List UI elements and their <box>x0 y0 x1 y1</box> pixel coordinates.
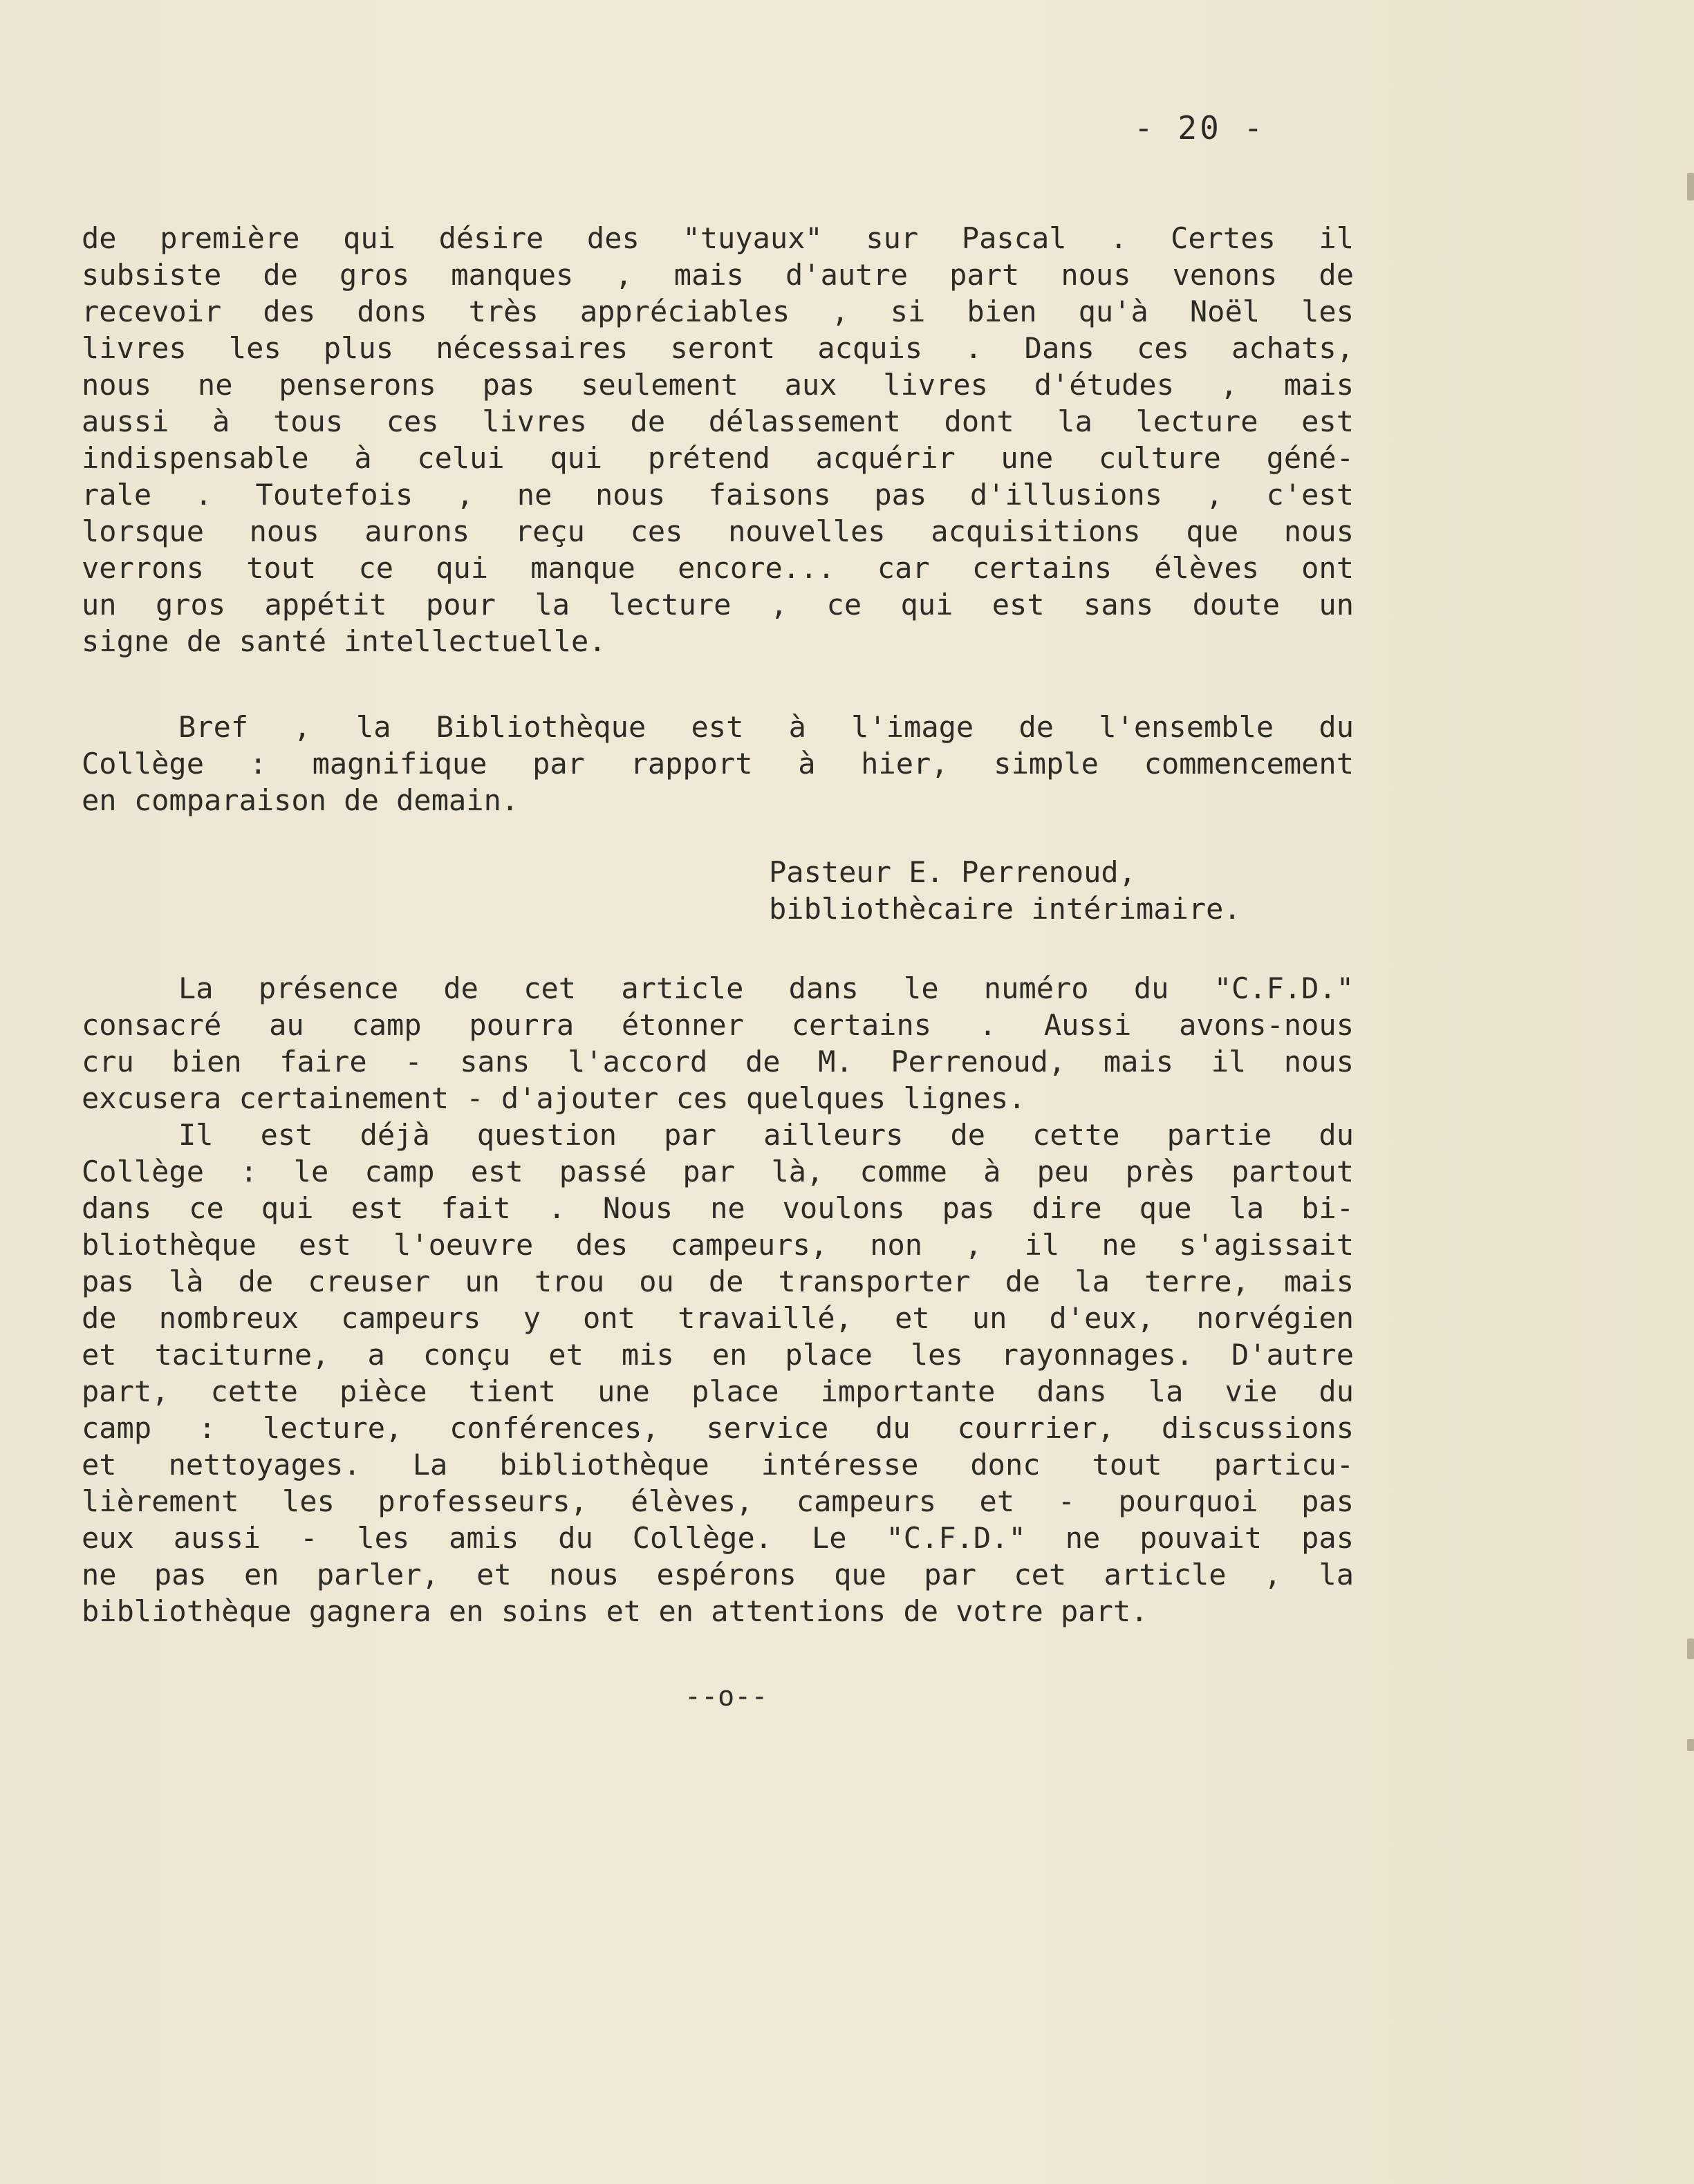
paper-edge-mark <box>1687 173 1694 200</box>
text-line: livres les plus nécessaires seront acquis . Dans ces achats, <box>82 331 1354 365</box>
text-line: ne pas en parler, et nous espérons que par cet article , la <box>82 1558 1354 1592</box>
text-line: aussi à tous ces livres de délassement dont la lecture est <box>82 404 1354 438</box>
text-line: dans ce qui est fait . Nous ne voulons pas dire que la bi- <box>82 1191 1354 1225</box>
text-line: bliothèque est l'oeuvre des campeurs, non , il ne s'agissait <box>82 1228 1354 1262</box>
text-line: excusera certainement - d'ajouter ces quelques lignes. <box>82 1081 1026 1115</box>
text-line: nous ne penserons pas seulement aux livres d'études , mais <box>82 368 1354 402</box>
text-line: lorsque nous aurons reçu ces nouvelles acquisitions que nous <box>82 514 1354 548</box>
paragraph-summary <box>82 709 1354 819</box>
paragraph-camp-library <box>82 1117 1354 1630</box>
paper-edge-mark <box>1687 1639 1694 1659</box>
text-line: et taciturne, a conçu et mis en place les rayonnages. D'autre <box>82 1338 1354 1372</box>
signature-name: Pasteur E. Perrenoud, <box>769 855 1137 889</box>
text-line: La présence de cet article dans le numéro du "C.F.D." <box>178 971 1354 1005</box>
text-line: subsiste de gros manques , mais d'autre part nous venons de <box>82 258 1354 292</box>
text-line: Bref , la Bibliothèque est à l'image de l'ensemble du <box>178 710 1354 744</box>
text-line: indispensable à celui qui prétend acquérir une culture géné- <box>82 441 1354 475</box>
text-line: et nettoyages. La bibliothèque intéresse donc tout particu- <box>82 1448 1354 1482</box>
paragraph-library-needs <box>82 220 1354 660</box>
page-number: - 20 - <box>1134 109 1266 147</box>
text-line: part, cette pièce tient une place importante dans la vie du <box>82 1374 1354 1408</box>
text-line: pas là de creuser un trou ou de transporter de la terre, mais <box>82 1264 1354 1298</box>
text-line: un gros appétit pour la lecture , ce qui est sans doute un <box>82 588 1354 622</box>
text-line: eux aussi - les amis du Collège. Le "C.F.D." ne pouvait pas <box>82 1521 1354 1555</box>
text-line: de nombreux campeurs y ont travaillé, et un d'eux, norvégien <box>82 1301 1354 1335</box>
text-line: de première qui désire des "tuyaux" sur Pascal . Certes il <box>82 221 1354 255</box>
text-line: bibliothèque gagnera en soins et en attentions de votre part. <box>82 1594 1148 1628</box>
signature-title: bibliothècaire intérimaire. <box>769 892 1241 926</box>
text-line: consacré au camp pourra étonner certains . Aussi avons-nous <box>82 1008 1354 1042</box>
text-line: en comparaison de demain. <box>82 783 519 817</box>
text-line: signe de santé intellectuelle. <box>82 624 606 658</box>
text-line: rale . Toutefois , ne nous faisons pas d'illusions , c'est <box>82 478 1354 512</box>
text-line: recevoir des dons très appréciables , si bien qu'à Noël les <box>82 295 1354 328</box>
section-separator: --o-- <box>685 1681 768 1712</box>
text-line: Il est déjà question par ailleurs de cette partie du <box>178 1118 1354 1152</box>
signature-block <box>769 854 1343 927</box>
text-line: cru bien faire - sans l'accord de M. Perrenoud, mais il nous <box>82 1045 1354 1079</box>
text-line: Collège : le camp est passé par là, comme à peu près partout <box>82 1155 1354 1188</box>
text-line: Collège : magnifique par rapport à hier, simple commencement <box>82 747 1354 781</box>
text-line: lièrement les professeurs, élèves, campeurs et - pourquoi pas <box>82 1484 1354 1518</box>
text-line: camp : lecture, conférences, service du courrier, discussions <box>82 1411 1354 1445</box>
paragraph-editor-note <box>82 970 1354 1117</box>
text-line: verrons tout ce qui manque encore... car certains élèves ont <box>82 551 1354 585</box>
paper-edge-mark <box>1687 1739 1694 1751</box>
